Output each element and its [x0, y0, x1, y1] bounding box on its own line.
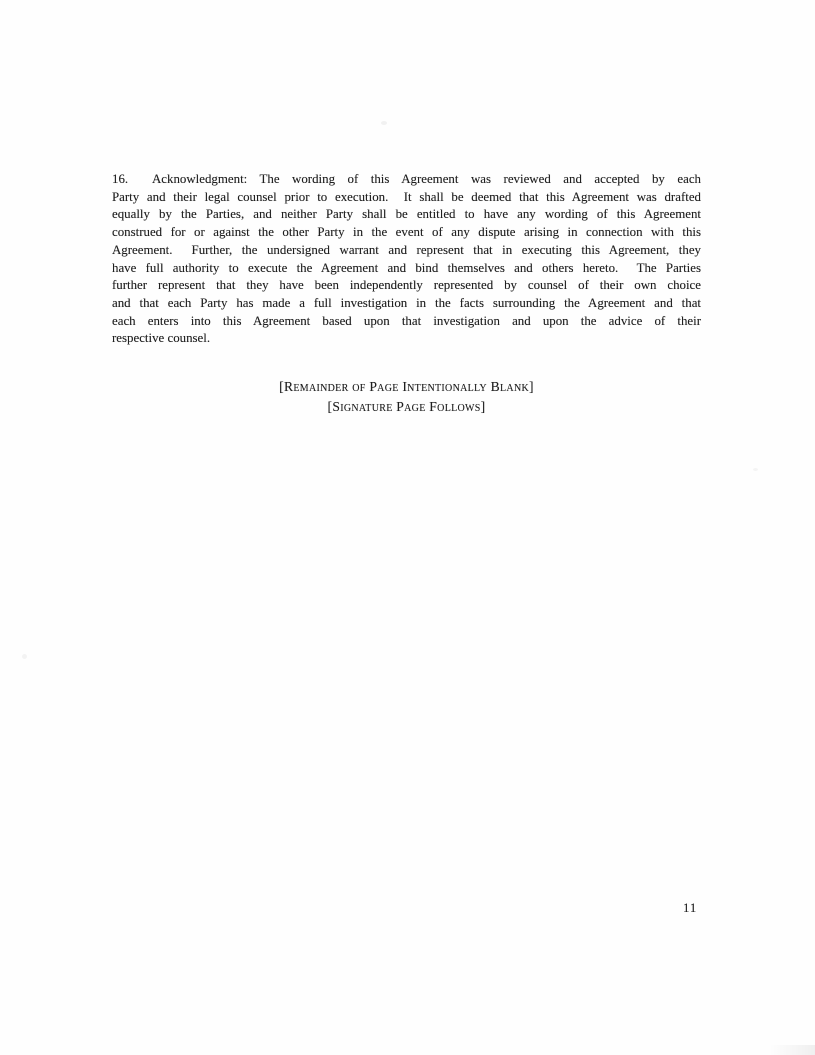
clause-text-line: respective counsel. — [112, 331, 211, 346]
clause-text-line: each enters into this Agreement based upon that investigation and upon the advice of their — [112, 313, 701, 328]
clause-text-line: equally by the Parties, and neither Party shall be entitled to have any wording of this Agreement — [112, 207, 701, 222]
clause-16-paragraph — [112, 171, 701, 348]
page-notices — [112, 377, 701, 417]
clause-text-line: construed for or against the other Party in the event of any dispute arising in connection with this — [112, 225, 701, 240]
clause-text-line: Agreement. Further, the undersigned warrant and represent that in executing this Agreement, they — [112, 242, 701, 257]
clause-text-line: further represent that they have been independently represented by counsel of their own choice — [112, 278, 701, 293]
scan-artifact-speck — [22, 654, 27, 659]
clause-text-line: Party and their legal counsel prior to execution. It shall be deemed that this Agreement was drafted — [112, 189, 701, 204]
scan-artifact-speck — [753, 468, 758, 471]
clause-text-line — [112, 171, 701, 189]
scan-corner-shade — [769, 1045, 815, 1055]
clause-number: 16. — [112, 172, 129, 186]
page-number: 11 — [683, 901, 698, 915]
signature-page-notice: [Signature Page Follows] — [327, 398, 486, 414]
remainder-blank-notice: [Remainder of Page Intentionally Blank] — [279, 379, 534, 394]
clause-text-line: and that each Party has made a full investigation in the facts surrounding the Agreement and that — [112, 295, 701, 310]
clause-line-text: Acknowledgment: The wording of this Agreement was reviewed and accepted by each — [152, 172, 701, 186]
clause-text-line: have full authority to execute the Agreement and bind themselves and others hereto. The Parties — [112, 260, 701, 275]
scan-artifact-speck — [381, 121, 387, 125]
